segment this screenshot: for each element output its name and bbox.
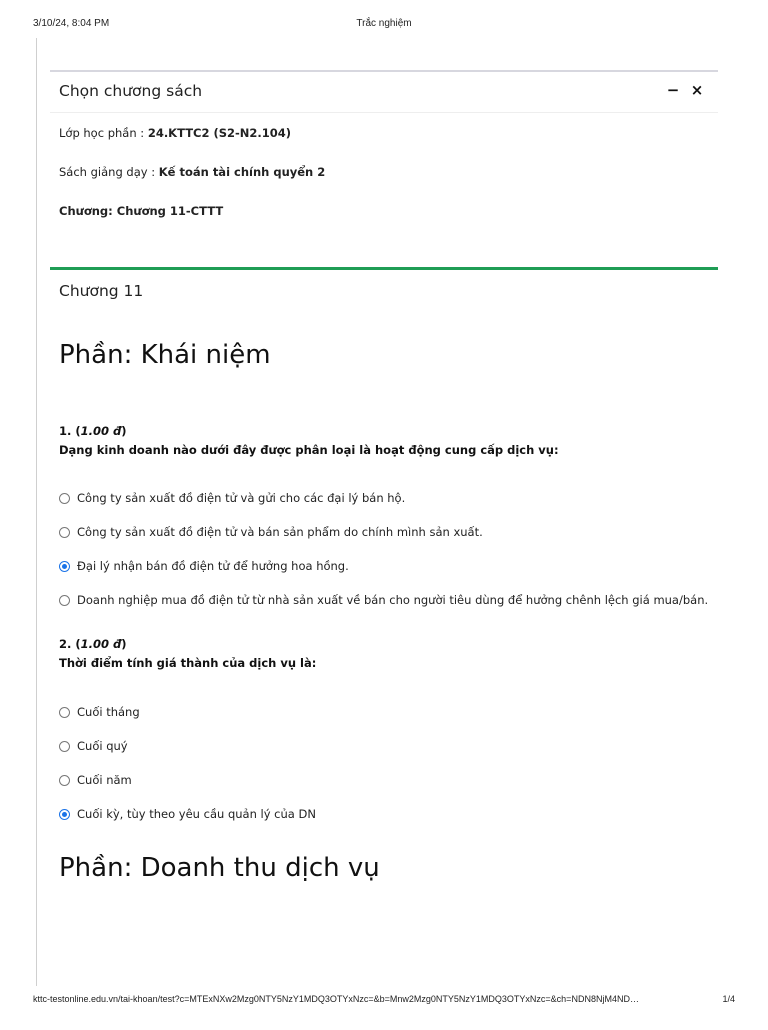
print-footer: [33, 994, 735, 1008]
question-points: 1.00 đ: [80, 637, 122, 651]
answer-option[interactable]: [59, 773, 132, 787]
radio-button[interactable]: [59, 527, 70, 538]
option-label: Công ty sản xuất đồ điện tử và gửi cho các đại lý bán hộ.: [77, 491, 406, 505]
book-label: Sách giảng dạy :: [59, 165, 159, 179]
print-header: [33, 18, 735, 32]
question-points: 1.00 đ: [80, 424, 122, 438]
print-url: kttc-testonline.edu.vn/tai-khoan/test?c=MTExNXw2Mzg0NTY5NzY1MDQ3OTYxNzc=&b=Mnw2Mzg0NTY5NzY1MDQ3OTYxNzc=&ch=NDN8NjM4ND…: [33, 994, 639, 1004]
section-title: Phần: Doanh thu dịch vụ: [59, 853, 380, 883]
panel-actions: [666, 81, 704, 99]
close-button[interactable]: ×: [690, 81, 704, 99]
answer-option[interactable]: [59, 559, 349, 573]
question-index: 2.: [59, 637, 72, 651]
radio-button[interactable]: [59, 741, 70, 752]
print-page-title: Trắc nghiệm: [356, 18, 412, 29]
radio-button[interactable]: [59, 707, 70, 718]
class-label: Lớp học phần :: [59, 126, 148, 140]
answer-option[interactable]: [59, 525, 483, 539]
left-margin-rule: [36, 38, 37, 986]
class-info: [59, 126, 291, 140]
radio-button[interactable]: [59, 595, 70, 606]
question-number: 1. (1.00 đ): [59, 424, 127, 438]
class-value: 24.KTTC2 (S2-N2.104): [147, 126, 292, 140]
answer-option[interactable]: [59, 491, 405, 505]
chapter-label: Chương:: [59, 204, 117, 218]
option-label: Cuối kỳ, tùy theo yêu cầu quản lý của DN: [77, 807, 316, 821]
radio-button[interactable]: [59, 493, 70, 504]
book-value: Kế toán tài chính quyển 2: [158, 165, 326, 179]
section-title: Phần: Khái niệm: [59, 340, 271, 370]
radio-button[interactable]: [59, 775, 70, 786]
minimize-button[interactable]: −: [666, 81, 680, 99]
chapter-title: Chương 11: [59, 282, 144, 300]
chapter-panel: [50, 267, 718, 1030]
chapter-value: Chương 11-CTTT: [116, 204, 224, 218]
radio-button-selected[interactable]: [59, 561, 70, 572]
book-selection-panel: [50, 70, 718, 262]
question-text: Thời điểm tính giá thành của dịch vụ là:: [59, 656, 317, 670]
option-label: Doanh nghiệp mua đồ điện tử từ nhà sản xuất về bán cho người tiêu dùng để hưởng chênh lệch giá mua/bán.: [77, 593, 709, 607]
option-label: Đại lý nhận bán đồ điện tử để hưởng hoa hồng.: [77, 559, 349, 573]
answer-option[interactable]: [59, 739, 128, 753]
panel-divider: [50, 112, 718, 113]
chapter-info: [59, 204, 223, 218]
book-info: [59, 165, 325, 179]
option-label: Công ty sản xuất đồ điện tử và bán sản phẩm do chính mình sản xuất.: [77, 525, 483, 539]
print-page-number: 1/4: [722, 994, 735, 1004]
print-date: 3/10/24, 8:04 PM: [33, 18, 110, 29]
question-index: 1.: [59, 424, 72, 438]
answer-option[interactable]: [59, 705, 140, 719]
option-label: Cuối quý: [77, 739, 128, 753]
answer-option[interactable]: [59, 807, 316, 821]
option-label: Cuối năm: [77, 773, 132, 787]
panel-title: Chọn chương sách: [59, 82, 203, 100]
question-text: Dạng kinh doanh nào dưới đây được phân loại là hoạt động cung cấp dịch vụ:: [59, 443, 559, 457]
question-number: 2. (1.00 đ): [59, 637, 127, 651]
answer-option[interactable]: [59, 593, 708, 607]
option-label: Cuối tháng: [77, 705, 140, 719]
radio-button-selected[interactable]: [59, 809, 70, 820]
